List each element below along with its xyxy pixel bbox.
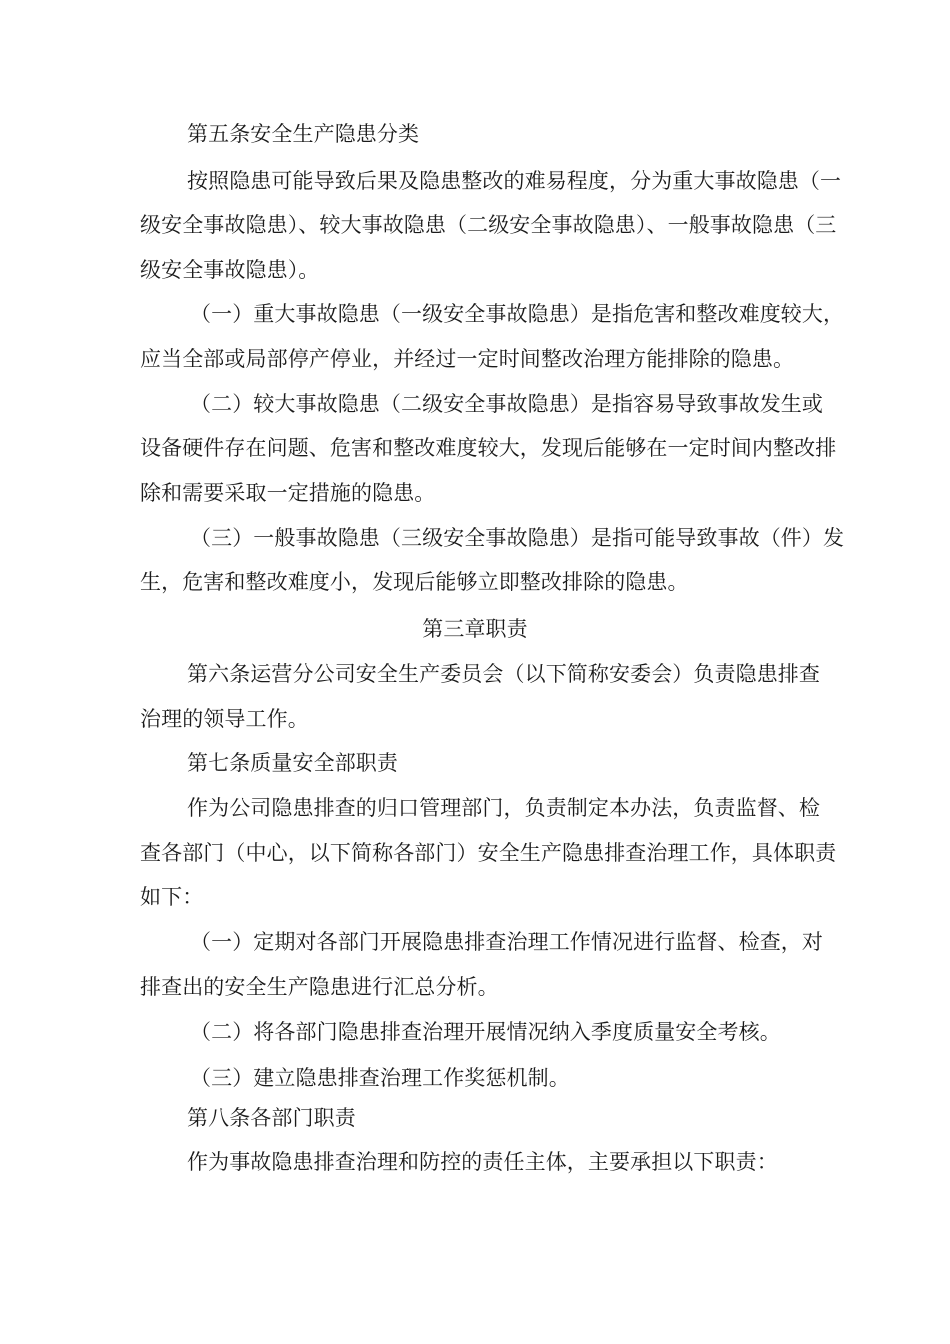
chapter-3-heading: 第三章职责: [422, 617, 528, 641]
paragraph-line: 设备硬件存在问题、危害和整改难度较大，发现后能够在一定时间内整改排: [140, 436, 837, 460]
paragraph-line: 作为事故隐患排查治理和防控的责任主体，主要承担以下职责：: [187, 1150, 778, 1174]
paragraph-line: 按照隐患可能导致后果及隐患整改的难易程度，分为重大事故隐患（一: [187, 169, 842, 193]
paragraph-line: 除和需要采取一定措施的隐患。: [140, 481, 436, 505]
paragraph-line: （二）将各部门隐患排查治理开展情况纳入季度质量安全考核。: [190, 1020, 781, 1044]
article-7-heading: 第七条质量安全部职责: [187, 751, 398, 775]
paragraph-line: （一）定期对各部门开展隐患排查治理工作情况进行监督、检查，对: [190, 930, 823, 954]
paragraph-line: （一）重大事故隐患（一级安全事故隐患）是指危害和整改难度较大，: [190, 302, 845, 326]
paragraph-line: 查各部门（中心，以下简称各部门）安全生产隐患排查治理工作，具体职责: [140, 841, 837, 865]
paragraph-line: 作为公司隐患排查的归口管理部门，负责制定本办法，负责监督、检: [187, 796, 820, 820]
paragraph-line: 应当全部或局部停产停业，并经过一定时间整改治理方能排除的隐患。: [140, 347, 795, 371]
paragraph-line: 排查出的安全生产隐患进行汇总分析。: [140, 975, 499, 999]
paragraph-line: 治理的领导工作。: [140, 707, 309, 731]
paragraph-line: 如下：: [140, 885, 204, 909]
paragraph-line: 级安全事故隐患）。: [140, 258, 320, 282]
paragraph-line: （三）建立隐患排查治理工作奖惩机制。: [190, 1066, 570, 1090]
paragraph-line: 生，危害和整改难度小，发现后能够立即整改排除的隐患。: [140, 570, 689, 594]
article-5-heading: 第五条安全生产隐患分类: [187, 122, 420, 146]
paragraph-line: （三）一般事故隐患（三级安全事故隐患）是指可能导致事故（件）发: [190, 526, 845, 550]
paragraph-line: 级安全事故隐患）、较大事故隐患（二级安全事故隐患）、一般事故隐患（三: [140, 213, 837, 237]
paragraph-line: （二）较大事故隐患（二级安全事故隐患）是指容易导致事故发生或: [190, 392, 823, 416]
paragraph-line: 第六条运营分公司安全生产委员会（以下简称安委会）负责隐患排查: [187, 662, 820, 686]
article-8-heading: 第八条各部门职责: [187, 1106, 356, 1130]
